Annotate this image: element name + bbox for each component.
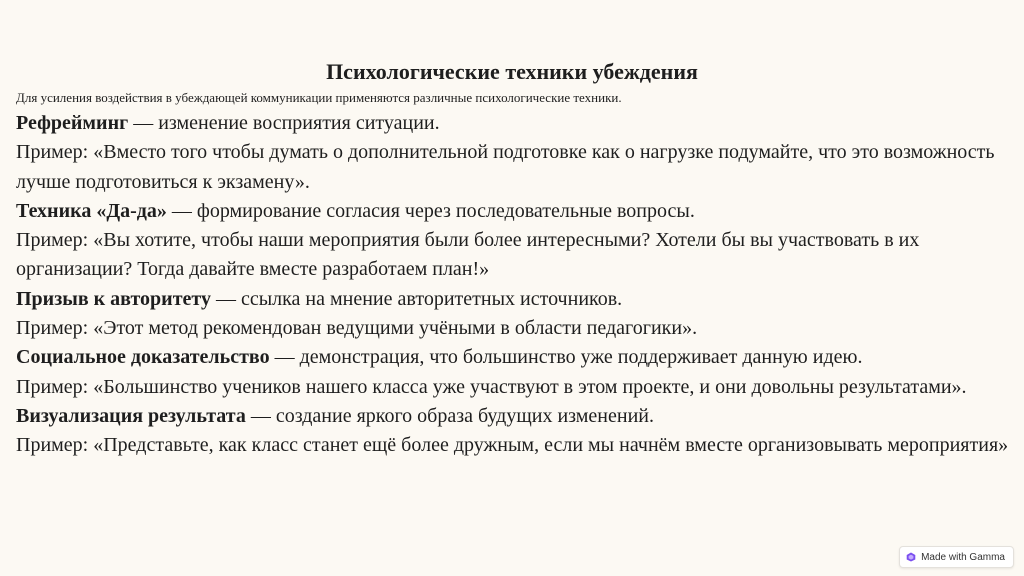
slide-title: Психологические техники убеждения [326,59,698,84]
technique-example: Пример: «Большинство учеников нашего класса уже участвуют в этом проекте, и они довольны результатами». [16,375,967,398]
technique-example: Пример: «Этот метод рекомендован ведущими учёными в области педагогики». [16,317,698,340]
badge-label: Made with Gamma [921,551,1005,563]
made-with-gamma-badge[interactable] [899,546,1014,568]
techniques-list [16,109,1016,461]
slide-intro: Для усиления воздействия в убеждающей коммуникации применяются различные психологические техники. [16,90,622,105]
technique-example: Пример: «Вы хотите, чтобы наши мероприятия были более интересными? Хотели бы вы участвовать в их организации? Тогда давайте вместе разработаем план!» [16,229,920,281]
technique-definition [16,343,1016,372]
technique-name: Визуализация результата [16,404,246,427]
technique-name: Техника «Да-да» [16,199,167,222]
technique-description: — демонстрация, что большинство уже поддерживает данную идею. [269,346,863,369]
gamma-logo-icon [906,552,916,562]
technique-example: Пример: «Вместо того чтобы думать о дополнительной подготовке как о нагрузке подумайте, что это возможность лучше подготовиться к экзамену». [16,141,995,193]
technique-description: — ссылка на мнение авторитетных источников. [210,287,623,310]
technique-description: — формирование согласия через последовательные вопросы. [166,199,695,222]
technique-name: Социальное доказательство [16,346,270,369]
technique-name: Призыв к авторитету [16,287,211,310]
technique-definition [16,197,1016,226]
technique-description: — создание яркого образа будущих изменений. [245,404,654,427]
technique-example: Пример: «Представьте, как класс станет ещё более дружным, если мы начнём вместе организовывать мероприятия» [16,434,1009,457]
technique-definition [16,109,1016,138]
technique-description: — изменение восприятия ситуации. [128,112,440,134]
technique-definition [16,402,1016,431]
technique-definition [16,285,1016,314]
technique-name: Рефрейминг [16,112,129,134]
